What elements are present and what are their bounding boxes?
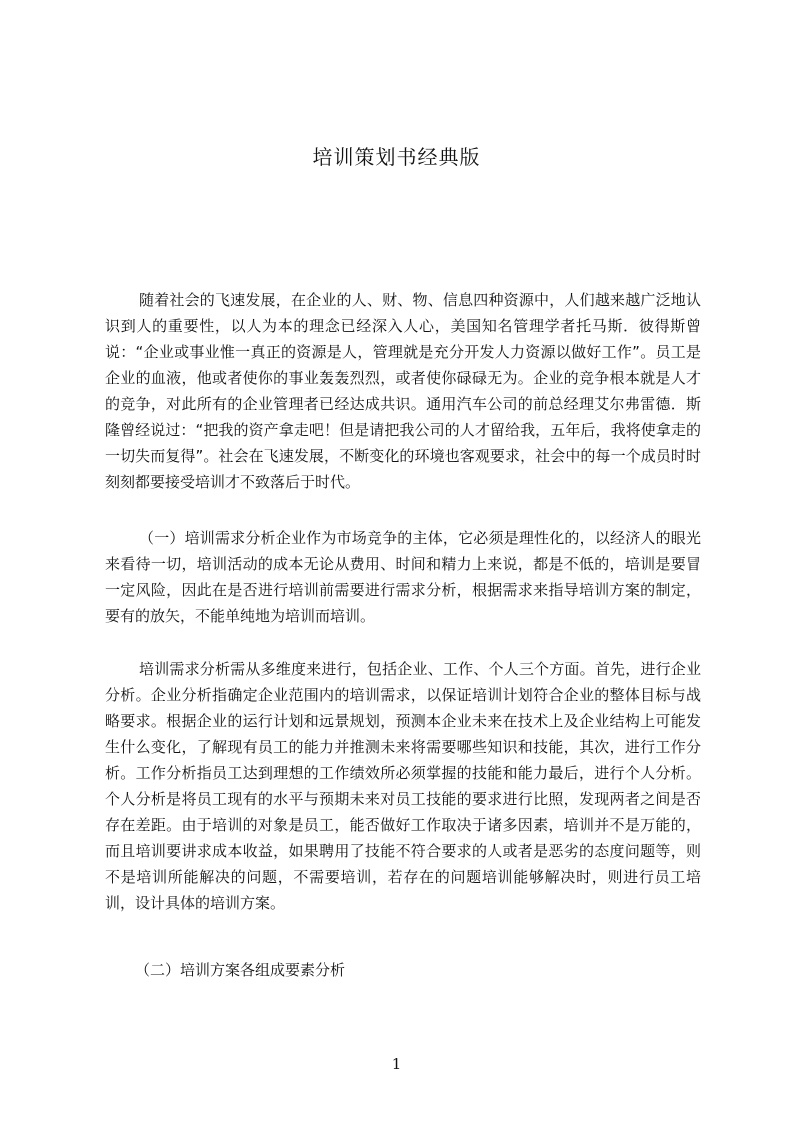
document-title: 培训策划书经典版 <box>312 145 481 169</box>
needs-analysis-paragraph: （一）培训需求分析企业作为市场竞争的主体，它必须是理性化的，以经济人的眼光来看待一切，培训活动的成本无论从费用、时间和精力上来说，都是不低的，培训是要冒一定风险，因此在是否进行培训前需要进行需求分析，根据需求来指导培训方案的制定，要有的放矢，不能单纯地为培训而培训。 <box>105 529 701 625</box>
section-heading-paragraph: （二）培训方案各组成要素分析 <box>135 961 346 979</box>
intro-paragraph: 随着社会的飞速发展，在企业的人、财、物、信息四种资源中，人们越来越广泛地认识到人的重要性，以人为本的理念已经深入人心，美国知名管理学者托马斯．彼得斯曾说：“企业或事业惟一真正的资源是人，管理就是充分开发人力资源以做好工作”。员工是企业的血液，他或者使你的事业轰轰烈烈，或者使你碌碌无为。企业的竞争根本就是人才的竞争，对此所有的企业管理者已经达成共识。通用汽车公司的前总经理艾尔弗雷德．斯隆曾经说过：“把我的资产拿走吧！但是请把我公司的人才留给我，五年后，我将使拿走的一切失而复得”。社会在飞速发展，不断变化的环境也客观要求，社会中的每一个成员时时刻刻都要接受培训才不致落后于时代。 <box>105 291 701 491</box>
page-number: 1 <box>391 1055 402 1073</box>
analysis-dimensions-paragraph: 培训需求分析需从多维度来进行，包括企业、工作、个人三个方面。首先，进行企业分析。企业分析指确定企业范围内的培训需求，以保证培训计划符合企业的整体目标与战略要求。根据企业的运行计划和远景规划，预测本企业未来在技术上及企业结构上可能发生什么变化，了解现有员工的能力并推测未来将需要哪些知识和技能，其次，进行工作分析。工作分析指员工达到理想的工作绩效所必须掌握的技能和能力最后，进行个人分析。个人分析是将员工现有的水平与预期未来对员工技能的要求进行比照，发现两者之间是否存在差距。由于培训的对象是员工，能否做好工作取决于诸多因素，培训并不是万能的，而且培训要讲求成本收益，如果聘用了技能不符合要求的人或者是恶劣的态度问题等，则不是培训所能解决的问题，不需要培训，若存在的问题培训能够解决时，则进行员工培训，设计具体的培训方案。 <box>105 660 701 912</box>
